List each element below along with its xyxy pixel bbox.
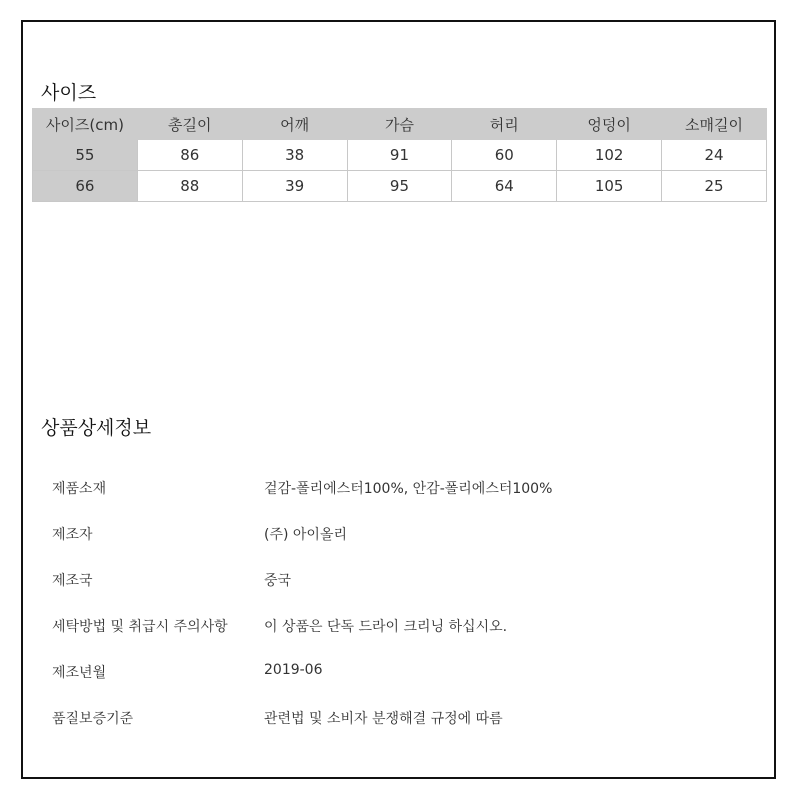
detail-label: 품질보증기준	[52, 711, 134, 727]
column-header-hip: 엉덩이	[557, 109, 662, 140]
detail-value: 관련법 및 소비자 분쟁해결 규정에 따름	[264, 711, 503, 727]
size-row-label: 66	[33, 171, 138, 202]
table-row	[33, 171, 767, 202]
detail-value: 중국	[264, 573, 292, 589]
size-section-title: 사이즈	[41, 82, 97, 104]
table-cell: 64	[452, 171, 557, 202]
column-header-chest: 가슴	[347, 109, 452, 140]
detail-label: 세탁방법 및 취급시 주의사항	[52, 619, 228, 635]
size-row-label: 55	[33, 140, 138, 171]
detail-row-warranty	[52, 700, 752, 746]
table-cell: 38	[242, 140, 347, 171]
table-cell: 86	[137, 140, 242, 171]
detail-value: (주) 아이올리	[264, 527, 347, 543]
table-cell: 91	[347, 140, 452, 171]
table-cell: 105	[557, 171, 662, 202]
table-cell: 60	[452, 140, 557, 171]
detail-row-manufacturer	[52, 516, 752, 562]
detail-row-care	[52, 608, 752, 654]
product-detail-title: 상품상세정보	[41, 417, 152, 439]
size-table-header-row	[33, 109, 767, 140]
table-cell: 95	[347, 171, 452, 202]
detail-label: 제조년월	[52, 665, 107, 681]
detail-label: 제조국	[52, 573, 93, 589]
table-row	[33, 140, 767, 171]
column-header-size: 사이즈(cm)	[33, 109, 138, 140]
detail-value: 이 상품은 단독 드라이 크리닝 하십시오.	[264, 619, 508, 635]
column-header-sleeve-length: 소매길이	[662, 109, 767, 140]
detail-label: 제조자	[52, 527, 93, 543]
detail-value: 2019-06	[264, 662, 323, 678]
product-detail-list	[52, 470, 752, 746]
table-cell: 88	[137, 171, 242, 202]
detail-row-country	[52, 562, 752, 608]
size-table	[32, 108, 767, 202]
table-cell: 24	[662, 140, 767, 171]
column-header-total-length: 총길이	[137, 109, 242, 140]
detail-row-manufacture-date	[52, 654, 752, 700]
table-cell: 39	[242, 171, 347, 202]
column-header-waist: 허리	[452, 109, 557, 140]
table-cell: 102	[557, 140, 662, 171]
detail-label: 제품소재	[52, 481, 107, 497]
detail-value: 겉감-폴리에스터100%, 안감-폴리에스터100%	[264, 481, 553, 497]
column-header-shoulder: 어깨	[242, 109, 347, 140]
detail-row-material	[52, 470, 752, 516]
table-cell: 25	[662, 171, 767, 202]
